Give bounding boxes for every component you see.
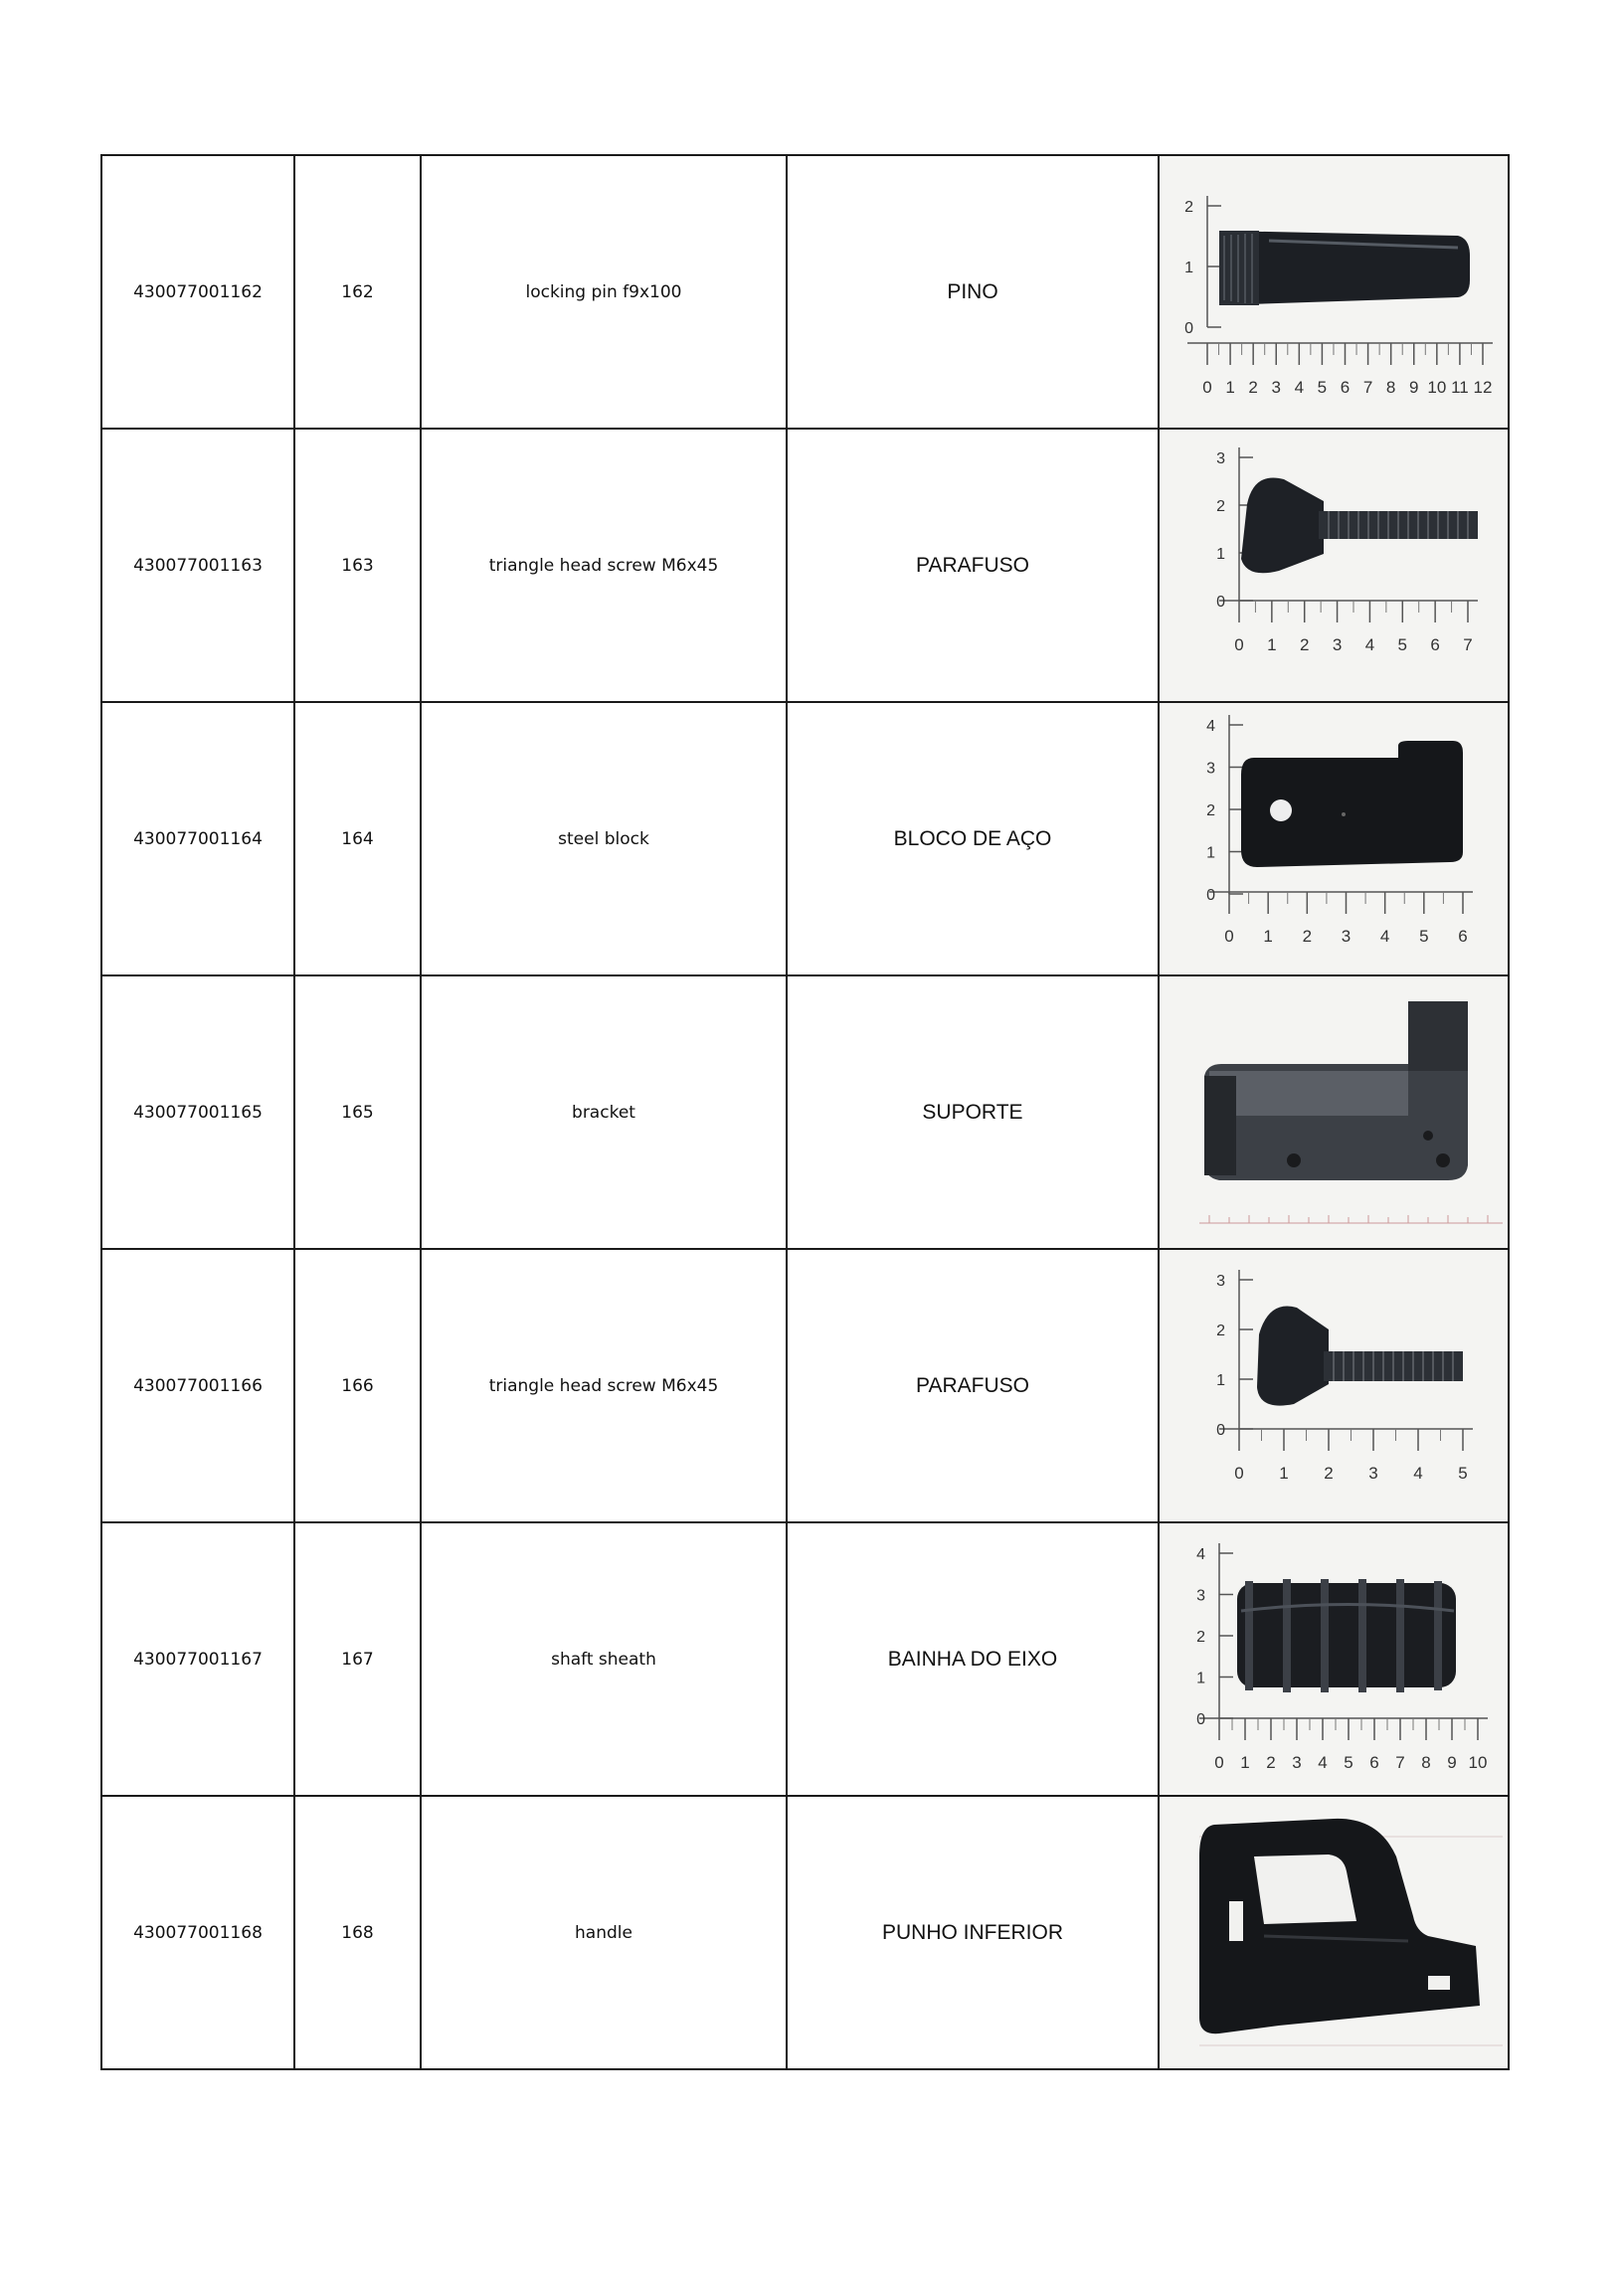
ruler-label: 3 <box>1216 1273 1225 1290</box>
part-code: 430077001167 <box>101 1522 294 1796</box>
ruler-label: 8 <box>1421 1753 1431 1772</box>
ruler-label: 7 <box>1362 378 1373 397</box>
ruler-label: 4 <box>1318 1753 1328 1772</box>
ruler-label: 2 <box>1184 199 1193 216</box>
ruler-label: 1 <box>1240 1753 1250 1772</box>
ruler-label: 0 <box>1224 927 1234 946</box>
ruler-label: 11 <box>1451 378 1469 397</box>
ruler-label: 9 <box>1447 1753 1457 1772</box>
part-description: shaft sheath <box>421 1522 787 1796</box>
ruler-label: 1 <box>1206 844 1215 862</box>
ruler-label: 12 <box>1473 378 1493 397</box>
part-photo-cell <box>1159 1249 1509 1522</box>
part-description: triangle head screw M6x45 <box>421 429 787 702</box>
ruler-label: 2 <box>1206 802 1215 819</box>
triangle-head-screw-photo <box>1160 430 1508 701</box>
ruler-label: 0 <box>1234 1464 1244 1483</box>
ruler-label: 4 <box>1196 1546 1205 1563</box>
part-code: 430077001165 <box>101 975 294 1249</box>
ruler-label: 3 <box>1332 635 1343 654</box>
part-number: 164 <box>294 702 421 975</box>
part-photo-cell <box>1159 1522 1509 1796</box>
part-description: locking pin f9x100 <box>421 155 787 429</box>
ruler-label: 2 <box>1324 1464 1334 1483</box>
ruler-label: 0 <box>1184 320 1193 337</box>
ruler-label: 1 <box>1216 546 1225 563</box>
table-row <box>101 429 1509 702</box>
ruler-label: 5 <box>1317 378 1328 397</box>
ruler-label: 3 <box>1271 378 1281 397</box>
parts-table <box>100 154 1510 2070</box>
part-description: handle <box>421 1796 787 2069</box>
ruler-label: 1 <box>1263 927 1273 946</box>
ruler-label: 3 <box>1206 760 1215 778</box>
part-name-pt: PARAFUSO <box>787 1249 1159 1522</box>
ruler-label: 5 <box>1344 1753 1353 1772</box>
ruler-label: 1 <box>1225 378 1235 397</box>
ruler-label: 0 <box>1234 635 1244 654</box>
ruler-label: 3 <box>1292 1753 1302 1772</box>
part-number: 167 <box>294 1522 421 1796</box>
ruler-label: 9 <box>1409 378 1419 397</box>
ruler-label: 1 <box>1216 1372 1225 1389</box>
triangle-head-screw-photo <box>1160 1250 1508 1521</box>
ruler-label: 3 <box>1196 1587 1205 1605</box>
ruler-label: 1 <box>1196 1670 1205 1687</box>
shaft-sheath-photo <box>1160 1523 1508 1795</box>
ruler-label: 1 <box>1184 260 1193 276</box>
part-name-pt: PUNHO INFERIOR <box>787 1796 1159 2069</box>
ruler-label: 4 <box>1364 635 1375 654</box>
table-row <box>101 1796 1509 2069</box>
ruler-label: 6 <box>1430 635 1440 654</box>
part-number: 165 <box>294 975 421 1249</box>
ruler-label: 5 <box>1419 927 1429 946</box>
ruler-label: 5 <box>1458 1464 1468 1483</box>
ruler-label: 4 <box>1379 927 1390 946</box>
ruler-label: 1 <box>1279 1464 1289 1483</box>
part-photo-cell <box>1159 429 1509 702</box>
ruler-label: 6 <box>1340 378 1351 397</box>
part-number: 168 <box>294 1796 421 2069</box>
table-row <box>101 975 1509 1249</box>
part-photo-cell <box>1159 1796 1509 2069</box>
bracket-photo <box>1160 976 1508 1248</box>
part-name-pt: BAINHA DO EIXO <box>787 1522 1159 1796</box>
ruler-label: 2 <box>1196 1629 1205 1646</box>
part-code: 430077001162 <box>101 155 294 429</box>
ruler-label: 3 <box>1216 450 1225 467</box>
ruler-label: 2 <box>1266 1753 1276 1772</box>
ruler-label: 6 <box>1458 927 1468 946</box>
ruler-label: 3 <box>1341 927 1352 946</box>
ruler-label: 4 <box>1413 1464 1423 1483</box>
locking-pin-photo <box>1160 156 1508 428</box>
ruler-label: 0 <box>1206 887 1215 904</box>
part-name-pt: BLOCO DE AÇO <box>787 702 1159 975</box>
ruler-label: 8 <box>1385 378 1396 397</box>
ruler-label: 4 <box>1206 718 1215 735</box>
part-description: steel block <box>421 702 787 975</box>
part-name-pt: PINO <box>787 155 1159 429</box>
part-code: 430077001168 <box>101 1796 294 2069</box>
part-code: 430077001164 <box>101 702 294 975</box>
ruler-label: 1 <box>1267 635 1277 654</box>
ruler-label: 0 <box>1214 1753 1224 1772</box>
part-code: 430077001166 <box>101 1249 294 1522</box>
ruler-label: 0 <box>1202 378 1212 397</box>
part-photo-cell <box>1159 155 1509 429</box>
ruler-label: 2 <box>1302 927 1313 946</box>
ruler-label: 10 <box>1468 1753 1488 1772</box>
part-name-pt: PARAFUSO <box>787 429 1159 702</box>
ruler-label: 7 <box>1395 1753 1405 1772</box>
handle-photo <box>1160 1797 1508 2068</box>
ruler-label: 0 <box>1216 1422 1225 1439</box>
ruler-label: 0 <box>1196 1711 1205 1728</box>
ruler-label: 2 <box>1216 1323 1225 1339</box>
part-description: triangle head screw M6x45 <box>421 1249 787 1522</box>
table-row <box>101 1249 1509 1522</box>
table-row <box>101 1522 1509 1796</box>
ruler-label: 5 <box>1397 635 1408 654</box>
table-row <box>101 155 1509 429</box>
ruler-label: 3 <box>1368 1464 1378 1483</box>
table-row <box>101 702 1509 975</box>
part-number: 163 <box>294 429 421 702</box>
part-number: 162 <box>294 155 421 429</box>
part-description: bracket <box>421 975 787 1249</box>
steel-block-photo <box>1160 703 1508 974</box>
part-photo-cell <box>1159 702 1509 975</box>
ruler-label: 2 <box>1216 498 1225 515</box>
ruler-label: 7 <box>1463 635 1473 654</box>
part-photo-cell <box>1159 975 1509 1249</box>
part-code: 430077001163 <box>101 429 294 702</box>
ruler-label: 10 <box>1427 378 1447 397</box>
ruler-label: 0 <box>1216 594 1225 611</box>
ruler-label: 2 <box>1248 378 1258 397</box>
ruler-label: 2 <box>1299 635 1310 654</box>
ruler-label: 6 <box>1369 1753 1379 1772</box>
part-name-pt: SUPORTE <box>787 975 1159 1249</box>
part-number: 166 <box>294 1249 421 1522</box>
ruler-label: 4 <box>1294 378 1305 397</box>
